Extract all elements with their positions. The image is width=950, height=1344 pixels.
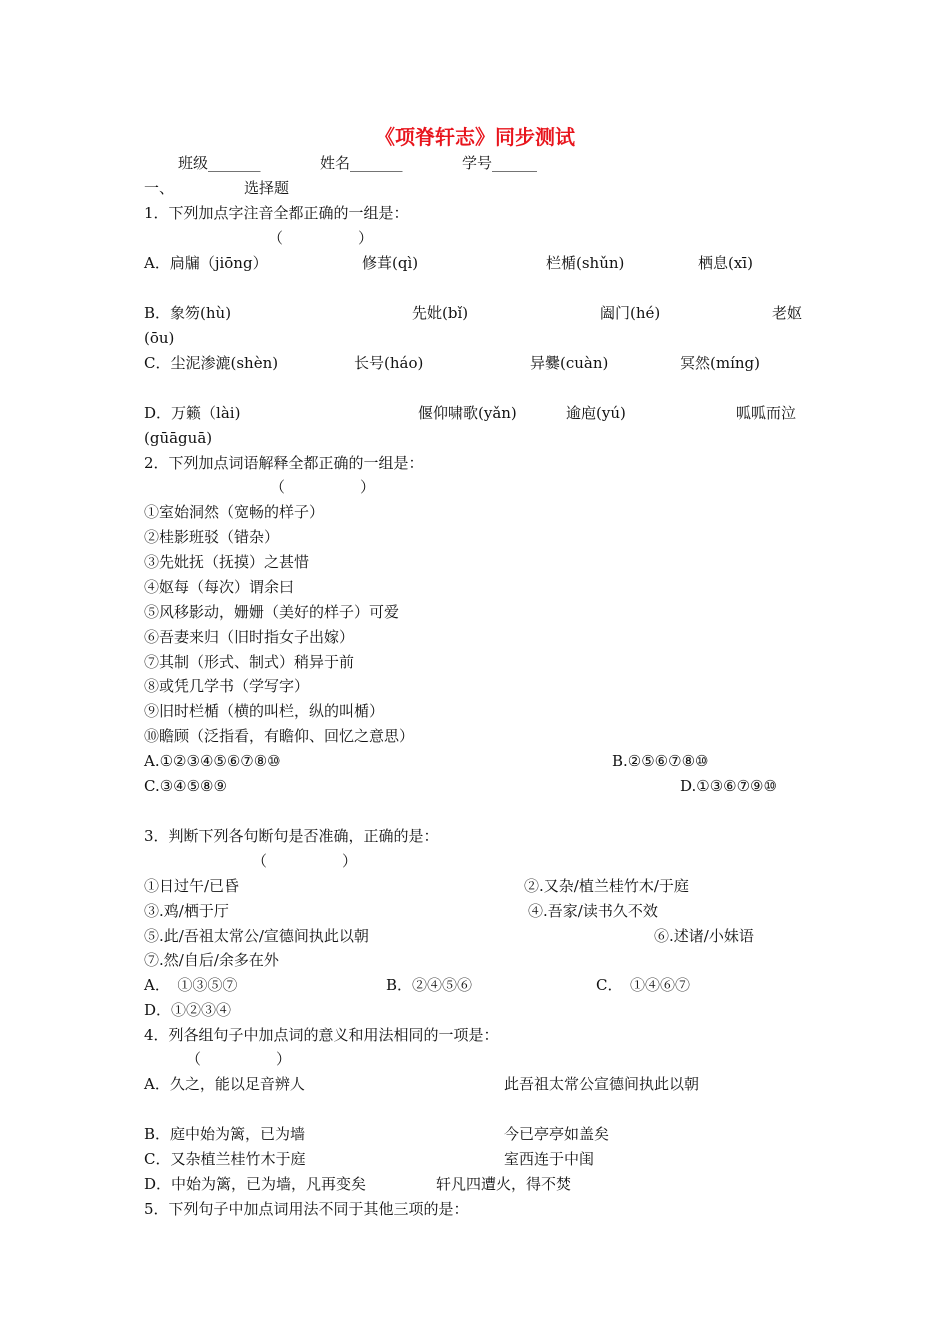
q2-item: ⑩瞻顾（泛指看，有瞻仰、回忆之意思）	[144, 727, 415, 745]
question-5-stem: 5．下列句子中加点词用法不同于其他三项的是：	[144, 1200, 469, 1218]
q1-option-c-1: C．尘泥渗漉(shèn)	[144, 354, 279, 372]
q3-sentence-2: ②.又杂/植兰桂竹木/于庭	[524, 877, 689, 895]
q2-item: ②桂影班驳（错杂）	[144, 528, 280, 546]
class-field: 班级_______	[178, 154, 261, 172]
q3-sentence-4: ④.吾家/读书久不效	[528, 902, 658, 920]
q2-item: ⑨旧时栏楯（横的叫栏，纵的叫楯）	[144, 702, 385, 720]
q1-option-b-3: 阖门(hé)	[600, 304, 661, 322]
section-heading: 选择题	[244, 179, 290, 197]
q4-option-a-1: A．久之，能以足音辨人	[144, 1075, 305, 1093]
q2-option-c: C.③④⑤⑧⑨	[144, 777, 227, 795]
q4-option-c-2: 室西连于中闺	[504, 1150, 595, 1168]
q4-option-d-2: 轩凡四遭火，得不焚	[436, 1175, 572, 1193]
q2-item: ④妪每（每次）谓余曰	[144, 578, 295, 596]
q2-option-b: B.②⑤⑥⑦⑧⑩	[612, 752, 709, 770]
q1-option-a-4: 栖息(xī)	[698, 254, 753, 272]
question-4-answer-blank: （ ）	[186, 1050, 292, 1068]
q2-item: ①室始洞然（宽畅的样子）	[144, 503, 325, 521]
q3-option-b: B．②④⑤⑥	[386, 976, 473, 994]
q2-item: ⑤风移影动，姗姗（美好的样子）可爱	[144, 603, 400, 621]
page-title: 《项脊轩志》同步测试	[375, 125, 575, 149]
q1-option-c-4: 冥然(míng)	[680, 354, 760, 372]
student-id-field: 学号______	[462, 154, 538, 172]
q1-option-b-1: B．象笏(hù)	[144, 304, 232, 322]
q3-sentence-5: ⑤.此/吾祖太常公/宣德间执此以朝	[144, 927, 369, 945]
section-number: 一、	[144, 179, 175, 197]
q3-sentence-7: ⑦.然/自后/余多在外	[144, 951, 279, 969]
q4-option-b-1: B．庭中始为篱，已为墙	[144, 1125, 306, 1143]
q4-option-c-1: C．又杂植兰桂竹木于庭	[144, 1150, 306, 1168]
q3-option-a: A． ①③⑤⑦	[144, 976, 238, 994]
q1-option-b-wrap: (ōu)	[144, 329, 175, 347]
q1-option-b-2: 先妣(bǐ)	[412, 304, 469, 322]
q4-option-a-2: 此吾祖太常公宣德间执此以朝	[504, 1075, 700, 1093]
q1-option-c-3: 异爨(cuàn)	[530, 354, 609, 372]
question-1-answer-blank: （ ）	[268, 229, 374, 247]
q4-option-b-2: 今已亭亭如盖矣	[504, 1125, 610, 1143]
q3-option-c: C． ①④⑥⑦	[596, 976, 690, 994]
q1-option-a-1: A．扃牖（jiōng）	[144, 254, 268, 272]
q2-option-a: A.①②③④⑤⑥⑦⑧⑩	[144, 752, 281, 770]
q1-option-d-3: 逾庖(yú)	[566, 404, 626, 422]
question-2-answer-blank: （ ）	[270, 478, 376, 496]
question-3-answer-blank: （ ）	[252, 852, 358, 870]
question-3-stem: 3．判断下列各句断句是否准确，正确的是：	[144, 827, 439, 845]
q2-option-d: D.①③⑥⑦⑨⑩	[680, 777, 777, 795]
q3-option-d: D．①②③④	[144, 1001, 232, 1019]
q2-item: ⑦其制（形式、制式）稍异于前	[144, 653, 355, 671]
q2-item: ③先妣抚（抚摸）之甚惜	[144, 553, 310, 571]
question-2-stem: 2．下列加点词语解释全都正确的一组是：	[144, 454, 424, 472]
q1-option-d-2: 偃仰啸歌(yǎn)	[418, 404, 517, 422]
q2-item: ⑥吾妻来归（旧时指女子出嫁）	[144, 628, 355, 646]
question-1-stem: 1．下列加点字注音全都正确的一组是：	[144, 204, 409, 222]
question-4-stem: 4．列各组句子中加点词的意义和用法相同的一项是：	[144, 1026, 499, 1044]
q1-option-b-4: 老妪	[772, 304, 803, 322]
q1-option-a-2: 修葺(qì)	[362, 254, 419, 272]
name-field: 姓名_______	[320, 154, 403, 172]
q1-option-c-2: 长号(háo)	[354, 354, 424, 372]
q3-sentence-1: ①日过午/已昏	[144, 877, 240, 895]
q3-sentence-6: ⑥.述诸/小妹语	[654, 927, 754, 945]
q1-option-d-1: D．万籁（lài)	[144, 404, 241, 422]
q1-option-d-wrap: (gūāguā)	[144, 429, 213, 447]
q4-option-d-1: D．中始为篱，已为墙，凡再变矣	[144, 1175, 367, 1193]
q1-option-d-4: 呱呱而泣	[736, 404, 797, 422]
q1-option-a-3: 栏楯(shǔn)	[546, 254, 625, 272]
q3-sentence-3: ③.鸡/栖于厅	[144, 902, 229, 920]
q2-item: ⑧或凭几学书（学写字）	[144, 677, 310, 695]
